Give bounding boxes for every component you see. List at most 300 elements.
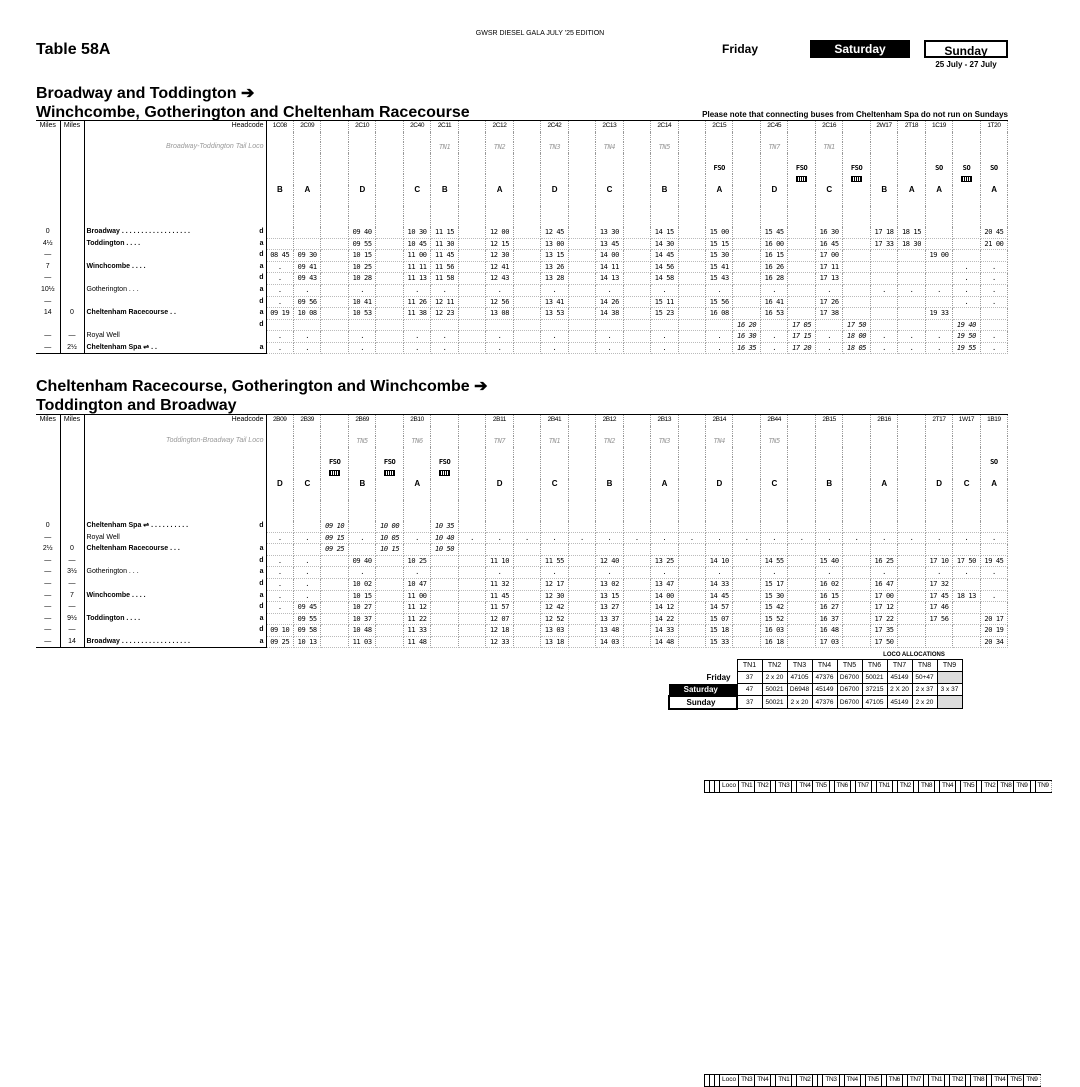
buffet-icon — [961, 176, 972, 182]
tail-loco-cell — [678, 436, 705, 447]
arr-dep-indicator: a — [204, 238, 266, 250]
time-cell — [486, 319, 513, 331]
tail-loco-row — [36, 436, 1008, 447]
station-name: Winchcombe . . . . — [86, 591, 146, 599]
time-cell — [953, 250, 980, 262]
fso-cell — [733, 457, 760, 468]
time-cell: 13 26 — [541, 261, 568, 273]
miles-cell: — — [36, 636, 60, 648]
time-cell — [623, 602, 650, 614]
time-cell: 13 45 — [596, 238, 623, 250]
time-cell: . — [348, 342, 375, 354]
time-cell — [513, 602, 540, 614]
fso-blank — [84, 457, 204, 468]
headcode-cell: 2B12 — [596, 415, 623, 426]
fso-blank — [204, 163, 266, 174]
fso-cell: FSO — [376, 457, 403, 468]
spacer-cell — [678, 500, 705, 511]
loco-alloc-day: Sunday — [669, 696, 737, 709]
time-cell: . — [541, 284, 568, 296]
spacer-cell — [760, 447, 787, 458]
time-cell: 11 56 — [431, 261, 458, 273]
loco-allocations-table — [668, 659, 963, 710]
loco-cell: TN5 — [1008, 1075, 1024, 1087]
arr-dep-indicator: d — [204, 625, 266, 637]
headcode-cell — [321, 415, 348, 426]
spacer-cell — [623, 447, 650, 458]
spacer-cell — [980, 489, 1007, 500]
time-cell — [898, 636, 925, 648]
spacer-cell — [84, 489, 204, 500]
time-cell — [321, 555, 348, 567]
spacer-cell — [870, 489, 897, 500]
time-cell — [321, 331, 348, 343]
miles-cell: — — [36, 273, 60, 285]
spacer-cell — [376, 510, 403, 521]
headcode-cell — [843, 121, 870, 132]
tail-loco-cell — [870, 142, 897, 153]
spacer-cell — [898, 206, 925, 217]
time-cell — [898, 250, 925, 262]
time-cell: . — [678, 532, 705, 544]
time-cell — [568, 590, 595, 602]
time-cell — [596, 319, 623, 331]
time-cell: . — [486, 532, 513, 544]
spacer-cell — [266, 153, 293, 164]
fso-cell — [568, 457, 595, 468]
arr-dep-indicator: a — [204, 342, 266, 354]
loco-alloc-header: TN1 — [737, 660, 762, 672]
time-cell — [376, 555, 403, 567]
spacer-cell — [513, 447, 540, 458]
spacer-cell — [60, 153, 84, 164]
loco-cell: TN4 — [844, 1075, 860, 1087]
time-cell: 14 33 — [706, 578, 733, 590]
time-cell: 12 56 — [486, 296, 513, 308]
time-cell: 12 18 — [486, 625, 513, 637]
time-cell: 16 28 — [760, 273, 787, 285]
time-cell — [596, 544, 623, 556]
spacer-cell — [321, 153, 348, 164]
spacer-cell — [870, 447, 897, 458]
headcode-cell: 2C16 — [815, 121, 842, 132]
time-cell: 09 43 — [293, 273, 320, 285]
time-cell: . — [293, 342, 320, 354]
fso-cell — [898, 163, 925, 174]
station-name: Broadway . . . . . . . . . . . . . . . . . . — [86, 228, 190, 236]
time-cell — [458, 238, 485, 250]
time-cell — [678, 319, 705, 331]
fso-cell — [788, 457, 815, 468]
loco-cell: TN2 — [950, 1075, 966, 1087]
time-cell: . — [568, 532, 595, 544]
time-cell — [348, 521, 375, 532]
time-cell — [925, 227, 952, 238]
time-cell — [486, 521, 513, 532]
spacer-cell — [953, 447, 980, 458]
arr-dep-indicator: a — [204, 636, 266, 648]
icon-cell — [541, 468, 568, 479]
miles-cell — [36, 319, 60, 331]
spacer-cell — [36, 447, 60, 458]
class-cell: D — [541, 185, 568, 196]
arr-dep-indicator: a — [204, 567, 266, 579]
time-cell: 11 00 — [403, 250, 430, 262]
time-cell: 20 34 — [980, 636, 1007, 648]
time-cell — [898, 578, 925, 590]
tail-loco-cell — [980, 436, 1007, 447]
time-cell: 10 48 — [348, 625, 375, 637]
headcode-cell: 2C45 — [760, 121, 787, 132]
spacer-cell — [541, 510, 568, 521]
spacer-cell — [36, 500, 60, 511]
time-cell — [706, 521, 733, 532]
time-cell: 11 55 — [541, 555, 568, 567]
fso-cell — [376, 163, 403, 174]
time-cell: . — [706, 567, 733, 579]
arr-dep-indicator: d — [204, 319, 266, 331]
spacer-cell — [898, 510, 925, 521]
class-cell — [623, 185, 650, 196]
loco-alloc-cell: 47105 — [862, 696, 887, 709]
icon-cell — [925, 174, 952, 185]
spacer-cell — [596, 153, 623, 164]
loco-cell: TN1 — [876, 781, 892, 793]
class-cell: A — [403, 479, 430, 490]
spacer-cell — [84, 132, 204, 143]
loco-cell: TN3 — [823, 1075, 839, 1087]
miles-cell: 7 — [36, 261, 60, 273]
time-cell: 10 30 — [403, 227, 430, 238]
time-cell: . — [486, 331, 513, 343]
fso-cell — [513, 163, 540, 174]
spacer-cell — [376, 489, 403, 500]
time-cell — [266, 227, 293, 238]
time-cell — [870, 296, 897, 308]
spacer-cell — [925, 489, 952, 500]
time-cell: 11 57 — [486, 602, 513, 614]
spacer-cell — [651, 195, 678, 206]
fso-cell — [623, 163, 650, 174]
spacer-cell — [623, 216, 650, 227]
time-cell: . — [651, 567, 678, 579]
arr-dep-indicator: a — [204, 308, 266, 320]
time-cell: . — [953, 567, 980, 579]
time-cell: . — [266, 555, 293, 567]
time-cell: 09 41 — [293, 261, 320, 273]
spacer-cell — [431, 153, 458, 164]
time-cell — [733, 602, 760, 614]
spacer-cell — [348, 447, 375, 458]
spacer-cell — [870, 216, 897, 227]
time-cell: . — [760, 342, 787, 354]
spacer-cell — [348, 500, 375, 511]
arr-dep-indicator: a — [204, 284, 266, 296]
time-cell: . — [815, 284, 842, 296]
time-cell: . — [980, 284, 1007, 296]
time-cell — [843, 636, 870, 648]
loco-alloc-cell: 45149 — [887, 672, 912, 684]
time-cell — [623, 613, 650, 625]
time-cell — [458, 567, 485, 579]
icon-cell — [733, 468, 760, 479]
time-cell: . — [596, 342, 623, 354]
headcode-cell: 2C10 — [348, 121, 375, 132]
loco-alloc-cell: D6948 — [787, 684, 812, 696]
spacer-cell — [204, 216, 266, 227]
time-cell: . — [486, 567, 513, 579]
headcode-cell — [431, 415, 458, 426]
loco-label: Loco — [720, 781, 739, 793]
time-cell: 10 15 — [376, 544, 403, 556]
time-cell — [925, 319, 952, 331]
fso-cell — [458, 163, 485, 174]
fso-cell: FSO — [843, 163, 870, 174]
loco-alloc-header: TN8 — [912, 660, 937, 672]
spacer-cell — [204, 510, 266, 521]
spacer-cell — [815, 153, 842, 164]
time-cell: 17 15 — [788, 331, 815, 343]
time-cell: 17 05 — [788, 319, 815, 331]
time-cell: 12 00 — [486, 227, 513, 238]
spacer-cell — [431, 195, 458, 206]
class-cell: D — [925, 479, 952, 490]
miles-cell — [60, 238, 84, 250]
time-cell — [980, 521, 1007, 532]
time-cell — [266, 521, 293, 532]
headcode-cell: 2B39 — [293, 415, 320, 426]
icon-cell — [431, 468, 458, 479]
tail-loco-cell — [321, 142, 348, 153]
time-cell — [788, 578, 815, 590]
icon-cell — [541, 174, 568, 185]
time-cell — [678, 602, 705, 614]
time-cell: 17 50 — [870, 636, 897, 648]
spacer-cell — [36, 206, 60, 217]
loco-alloc-cell: 50+47 — [912, 672, 937, 684]
fso-cell — [706, 457, 733, 468]
icon-cell — [568, 174, 595, 185]
spacer-cell — [486, 206, 513, 217]
time-cell: . — [925, 331, 952, 343]
loco-cell: TN9 — [1024, 1075, 1040, 1087]
time-cell — [568, 296, 595, 308]
spacer-cell — [403, 206, 430, 217]
spacer-cell — [623, 500, 650, 511]
time-cell — [870, 308, 897, 320]
station-name — [84, 625, 204, 637]
time-cell: 08 45 — [266, 250, 293, 262]
headcode-cell: 2B16 — [870, 415, 897, 426]
time-cell: 17 10 — [925, 555, 952, 567]
time-cell — [980, 578, 1007, 590]
time-cell — [898, 602, 925, 614]
time-cell: . — [596, 567, 623, 579]
time-cell — [760, 319, 787, 331]
spacer-cell — [541, 153, 568, 164]
spacer-cell — [84, 153, 204, 164]
loco-alloc-cell: 2 x 20 — [787, 696, 812, 709]
time-cell: 19 00 — [925, 250, 952, 262]
time-cell: 11 33 — [403, 625, 430, 637]
time-cell — [321, 227, 348, 238]
time-cell — [678, 625, 705, 637]
miles-cell: — — [36, 590, 60, 602]
spacer-cell — [788, 206, 815, 217]
tail-loco-cell — [376, 142, 403, 153]
time-cell: 15 56 — [706, 296, 733, 308]
spacer-cell — [678, 510, 705, 521]
bus-note: Please note that connecting buses from Cheltenham Spa do not run on Sundays — [702, 110, 1008, 119]
time-cell: 11 11 — [403, 261, 430, 273]
time-cell: . — [815, 342, 842, 354]
miles-cell: — — [36, 578, 60, 590]
fso-cell: SO — [925, 163, 952, 174]
spacer-cell — [458, 206, 485, 217]
time-cell — [898, 273, 925, 285]
loco-cell: TN3 — [739, 1075, 755, 1087]
spacer-cell — [348, 510, 375, 521]
time-cell: . — [458, 532, 485, 544]
spacer-cell — [376, 447, 403, 458]
spacer-cell — [568, 195, 595, 206]
tail-loco-cell: TN6 — [403, 436, 430, 447]
spacer-cell — [980, 447, 1007, 458]
class-cell — [843, 479, 870, 490]
time-cell — [568, 602, 595, 614]
time-cell: 11 12 — [403, 602, 430, 614]
time-cell — [376, 227, 403, 238]
tail-loco-cell — [458, 436, 485, 447]
time-cell: 15 15 — [706, 238, 733, 250]
loco-alloc-cell — [937, 672, 962, 684]
miles-cell — [60, 319, 84, 331]
time-cell — [513, 227, 540, 238]
tail-loco-cell — [348, 142, 375, 153]
time-cell — [843, 284, 870, 296]
time-cell — [788, 636, 815, 648]
time-cell — [293, 544, 320, 556]
spacer-cell — [898, 153, 925, 164]
loco-cell: TN1 — [776, 1075, 792, 1087]
time-cell — [403, 521, 430, 532]
time-cell — [376, 578, 403, 590]
time-cell — [623, 261, 650, 273]
time-cell — [678, 578, 705, 590]
time-cell: 10 41 — [348, 296, 375, 308]
time-cell: 14 38 — [596, 308, 623, 320]
time-cell: 14 55 — [760, 555, 787, 567]
time-cell — [898, 308, 925, 320]
loco-label: Loco — [720, 1075, 739, 1087]
time-cell: 13 25 — [651, 555, 678, 567]
spacer-cell — [953, 489, 980, 500]
class-cell: A — [706, 185, 733, 196]
class-cell: D — [486, 479, 513, 490]
icon-cell — [870, 174, 897, 185]
time-cell: 17 22 — [870, 613, 897, 625]
time-cell — [678, 250, 705, 262]
tail-loco-cell — [788, 436, 815, 447]
tail-loco-cell — [568, 436, 595, 447]
spacer-cell — [266, 426, 293, 437]
class-cell — [568, 479, 595, 490]
spacer-cell — [403, 447, 430, 458]
station-name — [84, 578, 204, 590]
spacer-cell — [953, 132, 980, 143]
time-cell: 11 45 — [486, 590, 513, 602]
time-cell — [513, 555, 540, 567]
time-cell: 09 55 — [348, 238, 375, 250]
date-range: 25 July - 27 July — [935, 60, 997, 69]
fso-cell — [293, 457, 320, 468]
time-cell — [431, 555, 458, 567]
time-cell — [348, 544, 375, 556]
time-cell — [678, 284, 705, 296]
spacer-cell — [980, 216, 1007, 227]
time-cell: 09 45 — [293, 602, 320, 614]
spacer-cell — [760, 489, 787, 500]
spacer-cell — [403, 510, 430, 521]
spacer-cell — [60, 195, 84, 206]
spacer-cell — [486, 510, 513, 521]
spacer-cell — [513, 510, 540, 521]
station-row — [36, 273, 1008, 285]
time-cell: 14 22 — [651, 613, 678, 625]
tail-loco-cell — [623, 436, 650, 447]
spacer-cell — [980, 195, 1007, 206]
tail-loco-cell — [733, 436, 760, 447]
time-cell — [458, 319, 485, 331]
time-cell: . — [870, 567, 897, 579]
time-cell — [623, 578, 650, 590]
time-cell — [953, 625, 980, 637]
tail-loco-cell: TN4 — [706, 436, 733, 447]
fso-cell — [815, 457, 842, 468]
time-cell: . — [898, 532, 925, 544]
spacer-cell — [60, 489, 84, 500]
time-cell — [678, 296, 705, 308]
spacer-cell — [376, 132, 403, 143]
time-cell: 17 26 — [815, 296, 842, 308]
spacer-cell — [486, 447, 513, 458]
class-cell: A — [870, 479, 897, 490]
table-number: Table 58A — [36, 41, 111, 58]
time-cell: 16 48 — [815, 625, 842, 637]
time-cell: . — [266, 567, 293, 579]
loco-alloc-cell: 47376 — [812, 696, 837, 709]
miles-label: Miles — [60, 415, 84, 426]
loco-cell: TN8 — [998, 781, 1014, 793]
spacer-cell — [458, 153, 485, 164]
time-cell: 12 42 — [541, 602, 568, 614]
spacer-cell — [925, 510, 952, 521]
edition-label: GWSR DIESEL GALA JULY '25 EDITION — [475, 30, 605, 37]
icon-cell — [348, 468, 375, 479]
time-cell: . — [651, 284, 678, 296]
loco-alloc-row — [669, 696, 962, 709]
time-cell — [706, 544, 733, 556]
spacer-cell — [980, 510, 1007, 521]
time-cell — [623, 521, 650, 532]
spacer-cell — [321, 500, 348, 511]
class-cell: B — [815, 479, 842, 490]
time-cell: . — [870, 331, 897, 343]
time-cell — [513, 567, 540, 579]
spacer-cell — [376, 153, 403, 164]
tail-loco-cell — [925, 436, 952, 447]
spacer-cell — [706, 447, 733, 458]
